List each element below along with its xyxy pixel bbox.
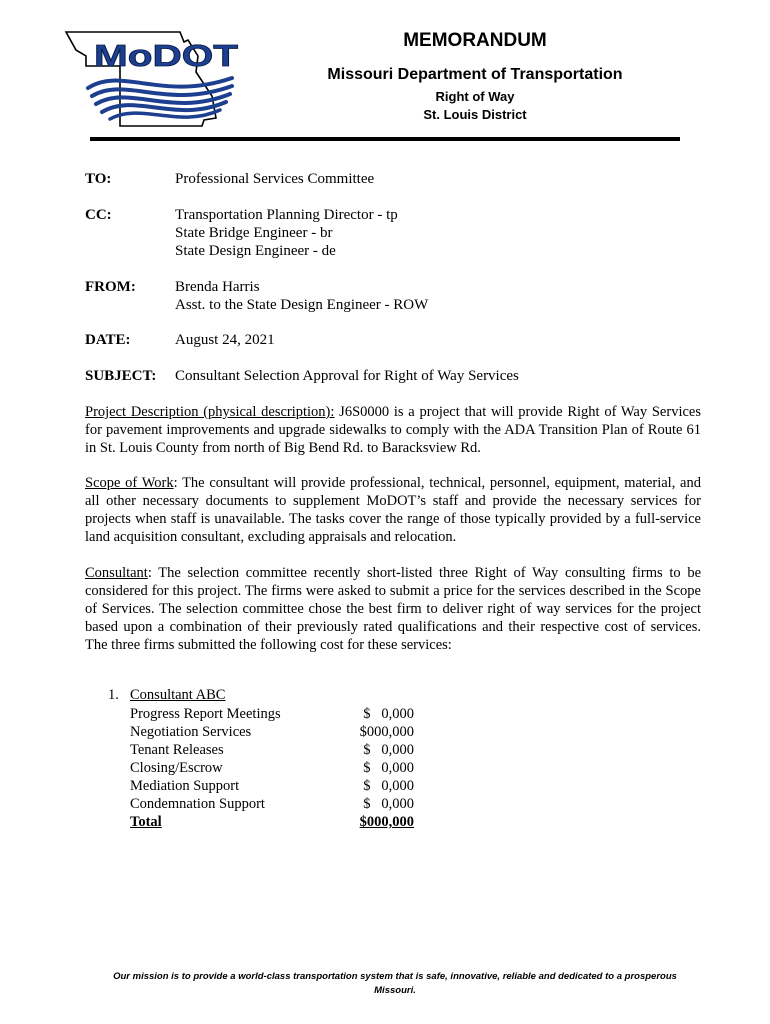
cost-item-amount: $ 0,000 xyxy=(363,760,414,776)
subject-label: SUBJECT: xyxy=(85,368,157,384)
cost-item-name: Mediation Support xyxy=(130,778,240,794)
cost-item-amount: $ 0,000 xyxy=(363,778,414,794)
scope-of-work xyxy=(85,474,701,546)
cc-label: CC: xyxy=(85,207,112,223)
cost-item-amount: $000,000 xyxy=(359,724,414,740)
project-description-heading: Project Description (physical description): xyxy=(85,404,335,420)
scope-of-work-heading: Scope of Work xyxy=(85,475,174,491)
cc-value: Transportation Planning Director - tp xyxy=(175,207,398,223)
project-description-body: J6S0000 is a project that will provide Right of Way Services for pavement improvements and upgrade sidewalks to comply with the ADA Transition Plan of Route 61 in St. Louis County from north of Big Bend Rd. to Baracksview Rd. xyxy=(85,404,701,456)
from-name: Brenda Harris xyxy=(175,279,260,295)
cost-item xyxy=(130,741,414,759)
to-label: TO: xyxy=(85,171,112,187)
cost-total xyxy=(130,813,414,831)
cost-item-amount: $ 0,000 xyxy=(363,706,414,722)
cost-item xyxy=(130,795,414,813)
consultant-heading: Consultant xyxy=(85,565,148,581)
cost-item-name: Progress Report Meetings xyxy=(130,706,281,722)
cost-item-name: Closing/Escrow xyxy=(130,760,223,776)
scope-of-work-body: : The consultant will provide professional, technical, personnel, equipment, material, and all other necessary documents to supplement MoDOT’s staff and provide the necessary services for projects when staff is unavailable. The tasks cover the range of those typically provided by a full-service land acquisition consultant, excluding appraisals and relocation. xyxy=(85,475,701,545)
date-value: August 24, 2021 xyxy=(175,332,275,348)
cost-item-name: Tenant Releases xyxy=(130,742,224,758)
from-label: FROM: xyxy=(85,279,136,295)
date-label: DATE: xyxy=(85,332,131,348)
cc-value: State Design Engineer - de xyxy=(175,243,336,259)
cost-item xyxy=(130,759,414,777)
project-description xyxy=(85,403,701,457)
subject-value: Consultant Selection Approval for Right of Way Services xyxy=(175,368,519,384)
consultant-section xyxy=(85,564,701,654)
mission-statement: Our mission is to provide a world-class transportation system that is safe, innovative, reliable and dedicated to a prosperous Missouri. xyxy=(113,971,677,996)
cc-value: State Bridge Engineer - br xyxy=(175,225,333,241)
list-number: 1. xyxy=(108,687,119,703)
cost-item-name: Negotiation Services xyxy=(130,724,252,740)
to-value: Professional Services Committee xyxy=(175,171,375,187)
division-name: Right of Way xyxy=(435,89,515,104)
from-title: Asst. to the State Design Engineer - ROW xyxy=(175,297,429,313)
consultant-name: Consultant ABC xyxy=(130,687,226,703)
cost-item xyxy=(130,723,414,741)
cost-item xyxy=(130,777,414,795)
cost-item xyxy=(130,705,414,723)
cost-total-label: Total xyxy=(130,814,162,830)
logo-text: MoDOT xyxy=(94,38,239,73)
district-name: St. Louis District xyxy=(423,107,527,122)
department-name: Missouri Department of Transportation xyxy=(327,66,623,83)
consultant-body: : The selection committee recently short-listed three Right of Way consulting firms to be considered for this project. The firms were asked to submit a price for the services described in the Scope of Services. The selection committee chose the best firm to deliver right of way services for the project based upon a combination of their previously rated qualifications and their respective cost of services. The three firms submitted the following cost for these services: xyxy=(85,565,701,653)
cost-list xyxy=(130,705,414,831)
cost-item-amount: $ 0,000 xyxy=(363,742,414,758)
cost-total-amount: $000,000 xyxy=(359,814,414,830)
cost-item-amount: $ 0,000 xyxy=(363,796,414,812)
memo-title: MEMORANDUM xyxy=(403,30,547,51)
modot-logo xyxy=(62,26,244,130)
logo-waves xyxy=(88,78,232,119)
header-divider xyxy=(90,137,680,141)
cost-item-name: Condemnation Support xyxy=(130,796,265,812)
